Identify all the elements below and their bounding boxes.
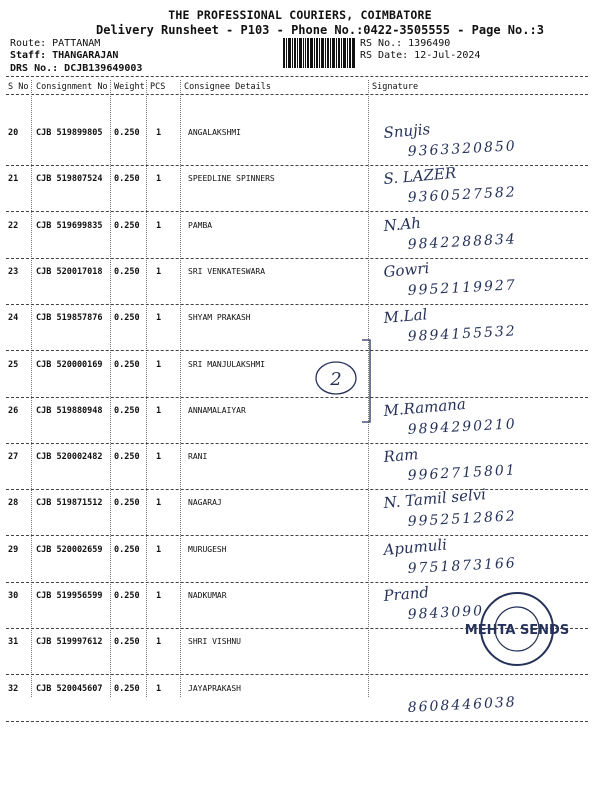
runsheet-title: Delivery Runsheet - P103 - Phone No.:0422-3505555 - Page No.:3 — [96, 23, 544, 37]
signature-phone: 9962715801 — [407, 462, 518, 485]
signature-phone: 9894290210 — [407, 416, 518, 438]
row-sno: 23 — [8, 266, 19, 277]
row-weight: 0.250 — [114, 683, 140, 694]
row-sno: 20 — [8, 128, 19, 138]
col-sno: S No — [8, 82, 29, 92]
drs-number: DRS No.: DCJB139649003 — [10, 63, 143, 74]
table-row — [0, 305, 600, 359]
row-consignment: CJB 519699835 — [36, 220, 103, 231]
signature-name: Snujis — [382, 119, 431, 142]
rs-date: RS Date: 12-Jul-2024 — [360, 50, 481, 61]
row-weight: 0.250 — [114, 498, 140, 509]
row-consignee: SHYAM PRAKASH — [188, 313, 251, 323]
row-consignee: ANGALAKSHMI — [188, 128, 241, 137]
row-consignee: JAYAPRAKASH — [188, 683, 241, 693]
row-weight: 0.250 — [114, 405, 140, 416]
row-weight: 0.250 — [114, 591, 140, 601]
staff-label: Staff: THANGARAJAN — [10, 50, 119, 61]
signature — [378, 305, 588, 349]
stamp-text: MEHTA SENDS — [464, 623, 570, 638]
row-consignee: SHRI VISHNU — [188, 637, 241, 647]
signature — [378, 166, 588, 210]
row-sno: 27 — [8, 452, 19, 463]
row-consignment: CJB 520002482 — [36, 452, 103, 463]
row-consignee: NAGARAJ — [188, 498, 222, 508]
signature-phone: 9894155532 — [407, 323, 518, 346]
company-stamp — [464, 590, 570, 668]
row-consignee: PAMBA — [188, 220, 213, 230]
row-sno: 22 — [8, 220, 19, 231]
signature-phone: 9843090 — [407, 603, 485, 623]
row-pcs: 1 — [156, 128, 162, 138]
row-sno: 30 — [8, 591, 19, 601]
row-weight: 0.250 — [114, 452, 140, 463]
row-consignee: ANNAMALAIYAR — [188, 405, 246, 415]
row-consignment: CJB 519871512 — [36, 498, 103, 509]
row-consignee: RANI — [188, 452, 208, 462]
row-consignment: CJB 520045607 — [36, 683, 103, 694]
row-consignment: CJB 519880948 — [36, 405, 103, 416]
row-sno: 26 — [8, 405, 19, 416]
row-sno: 25 — [8, 359, 19, 370]
row-consignment: CJB 519899805 — [36, 128, 103, 138]
route-label: Route: PATTANAM — [10, 38, 101, 49]
signature-phone: 9751873166 — [407, 554, 518, 577]
row-sno: 32 — [8, 683, 19, 694]
signature-name: Prand — [382, 583, 430, 605]
row-weight: 0.250 — [114, 266, 140, 277]
row-consignment: CJB 519857876 — [36, 313, 103, 324]
signature-phone: 9842288834 — [407, 230, 518, 253]
row-consignee: SRI MANJULAKSHMI — [188, 359, 266, 369]
signature — [378, 444, 588, 488]
row-weight: 0.250 — [114, 637, 140, 648]
col-signature: Signature — [372, 82, 419, 92]
signature-name: N. Tamil selvi — [382, 485, 487, 513]
row-sno: 21 — [8, 174, 19, 185]
row-pcs: 1 — [156, 266, 162, 277]
row-consignee: MURUGESH — [188, 544, 227, 554]
table-row — [0, 684, 600, 730]
barcode-image — [283, 38, 355, 68]
row-pcs: 1 — [156, 174, 162, 185]
signature-name: Gowri — [382, 258, 431, 281]
row-sno: 31 — [8, 637, 19, 648]
row-pcs: 1 — [156, 313, 162, 324]
rs-number: RS No.: 1396490 — [360, 38, 451, 49]
row-consignment: CJB 520002659 — [36, 544, 103, 555]
signature — [378, 394, 588, 442]
signature — [378, 537, 588, 581]
col-consignee: Consignee Details — [184, 82, 271, 92]
signature-phone: 8608446038 — [407, 693, 518, 716]
col-pcs: PCS — [150, 82, 166, 92]
row-weight: 0.250 — [114, 174, 140, 185]
row-weight: 0.250 — [114, 313, 140, 324]
row-consignee: NADKUMAR — [188, 591, 227, 600]
row-weight: 0.250 — [114, 359, 140, 370]
company-title: THE PROFESSIONAL COURIERS, COIMBATORE — [168, 8, 432, 22]
col-weight: Weight — [114, 82, 145, 92]
row-pcs: 1 — [156, 544, 162, 555]
row-pcs: 1 — [156, 591, 162, 601]
signature — [378, 213, 588, 257]
row-pcs: 1 — [156, 220, 162, 231]
row-divider — [6, 721, 588, 722]
annotation-number: 2 — [330, 369, 342, 390]
signature-name: Ram — [382, 445, 420, 467]
row-consignment: CJB 519997612 — [36, 637, 103, 648]
row-consignment: CJB 519956599 — [36, 591, 103, 601]
annotation-mark — [312, 336, 376, 426]
signature-name: Apumuli — [382, 535, 448, 559]
row-sno: 29 — [8, 544, 19, 555]
row-divider — [6, 350, 588, 351]
signature-name: M.Lal — [382, 305, 429, 328]
row-consignment: CJB 519807524 — [36, 174, 103, 185]
signature — [378, 485, 588, 534]
header-divider — [6, 76, 588, 77]
row-sno: 24 — [8, 313, 19, 324]
row-pcs: 1 — [156, 359, 162, 370]
signature — [378, 259, 588, 303]
row-pcs: 1 — [156, 405, 162, 416]
row-consignee: SRI VENKATESWARA — [188, 266, 266, 276]
row-weight: 0.250 — [114, 220, 140, 231]
signature-name: M.Ramana — [382, 394, 467, 420]
colhead-divider — [6, 94, 588, 95]
signature-phone: 9952512862 — [407, 508, 518, 531]
row-consignment: CJB 520017018 — [36, 266, 103, 277]
row-pcs: 1 — [156, 452, 162, 463]
row-sno: 28 — [8, 498, 19, 509]
signature-name: S. LAZER — [382, 164, 457, 189]
signature-phone: 9360527582 — [407, 184, 518, 207]
row-pcs: 1 — [156, 637, 162, 648]
row-weight: 0.250 — [114, 544, 140, 555]
signature-phone: 9363320850 — [407, 138, 518, 160]
col-consignment: Consignment No — [36, 82, 108, 92]
signature-name: N.Ah — [382, 213, 422, 235]
signature — [378, 120, 588, 164]
row-consignment: CJB 520000169 — [36, 359, 103, 370]
signature — [378, 676, 588, 720]
row-pcs: 1 — [156, 683, 162, 694]
row-consignee: SPEEDLINE SPINNERS — [188, 174, 275, 184]
signature-phone: 9952119927 — [407, 277, 518, 299]
row-pcs: 1 — [156, 498, 162, 509]
row-weight: 0.250 — [114, 128, 140, 138]
